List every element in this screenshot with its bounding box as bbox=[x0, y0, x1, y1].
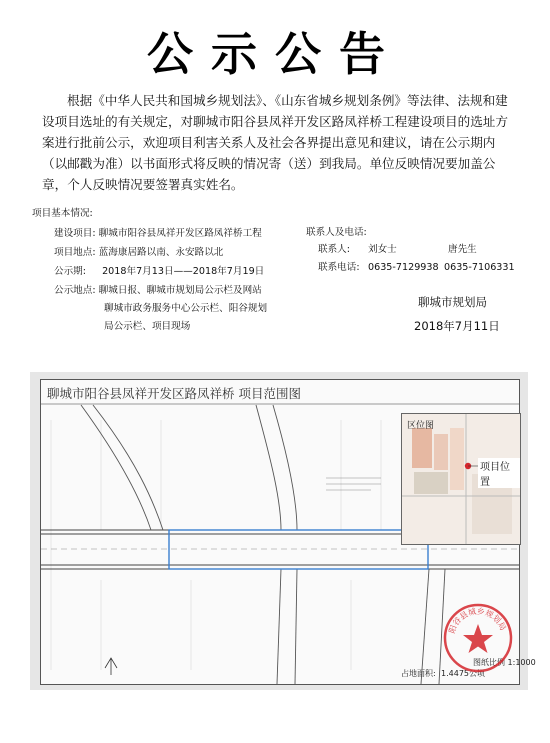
notice-body: 根据《中华人民共和国城乡规划法》、《山东省城乡规划条例》等法律、法规和建设项目选址的有关规定，对聊城市阳谷县凤祥开发区路凤祥桥工程建设项目的选址方案进行批前公示，欢迎项目利害关系人及社会各界提出意见和建议，请在公示期内（以邮戳为准）以书面形式将反映的情况寄（送）到我局。单位反映情况要加盖公章，个人反映情况要签署真实姓名。 bbox=[42, 93, 508, 192]
contact-person-label: 联系人: bbox=[318, 244, 351, 255]
location-label: 项目地点: bbox=[54, 247, 96, 258]
location-inset-title: 区位图 bbox=[407, 421, 435, 431]
contact-person1: 刘女士 bbox=[368, 244, 397, 255]
project-label: 建设项目: bbox=[54, 228, 96, 239]
area-value: 1.4475公顷 bbox=[441, 669, 485, 678]
project-location-label: 项目位置 bbox=[478, 458, 520, 488]
period-label: 公示期: bbox=[54, 266, 87, 277]
map-scale: 图纸比例 1:1000 bbox=[473, 658, 536, 667]
contact-phone2: 0635-7106331 bbox=[444, 262, 515, 273]
contact-heading: 联系人及电话: bbox=[306, 227, 367, 238]
contact-phone1: 0635-7129938 bbox=[368, 262, 439, 273]
seal-text: 阳谷县城乡规划局 bbox=[447, 606, 508, 635]
page-title: 公示公告 bbox=[147, 27, 403, 81]
venue-row bbox=[54, 283, 262, 300]
venue-label: 公示地点: bbox=[54, 285, 96, 296]
location-value: 蓝海康居路以南、永安路以北 bbox=[98, 247, 224, 258]
period-value: 2018年7月13日——2018年7月19日 bbox=[102, 266, 265, 277]
area-label: 占地面积: bbox=[401, 669, 436, 678]
project-row bbox=[54, 226, 262, 243]
location-row bbox=[54, 245, 223, 262]
map-title: 聊城市阳谷县凤祥开发区路凤祥桥 项目范围图 bbox=[47, 386, 301, 401]
official-seal-icon bbox=[442, 602, 514, 674]
project-value: 聊城市阳谷县凤祥开发区路凤祥桥工程 bbox=[98, 228, 262, 239]
venue-line1: 聊城日报、聊城市规划局公示栏及网站 bbox=[98, 285, 262, 296]
signature-date: 2018年7月11日 bbox=[414, 319, 500, 333]
signature-org: 聊城市规划局 bbox=[418, 295, 487, 309]
location-inset bbox=[401, 413, 521, 545]
contact-phone-label: 联系电话: bbox=[318, 262, 360, 273]
venue-line3: 局公示栏、项目现场 bbox=[104, 321, 191, 332]
venue-line2: 聊城市政务服务中心公示栏、阳谷规划 bbox=[104, 303, 268, 314]
contact-person2: 唐先生 bbox=[448, 244, 477, 255]
period-row bbox=[54, 264, 264, 281]
info-heading: 项目基本情况: bbox=[32, 208, 93, 219]
